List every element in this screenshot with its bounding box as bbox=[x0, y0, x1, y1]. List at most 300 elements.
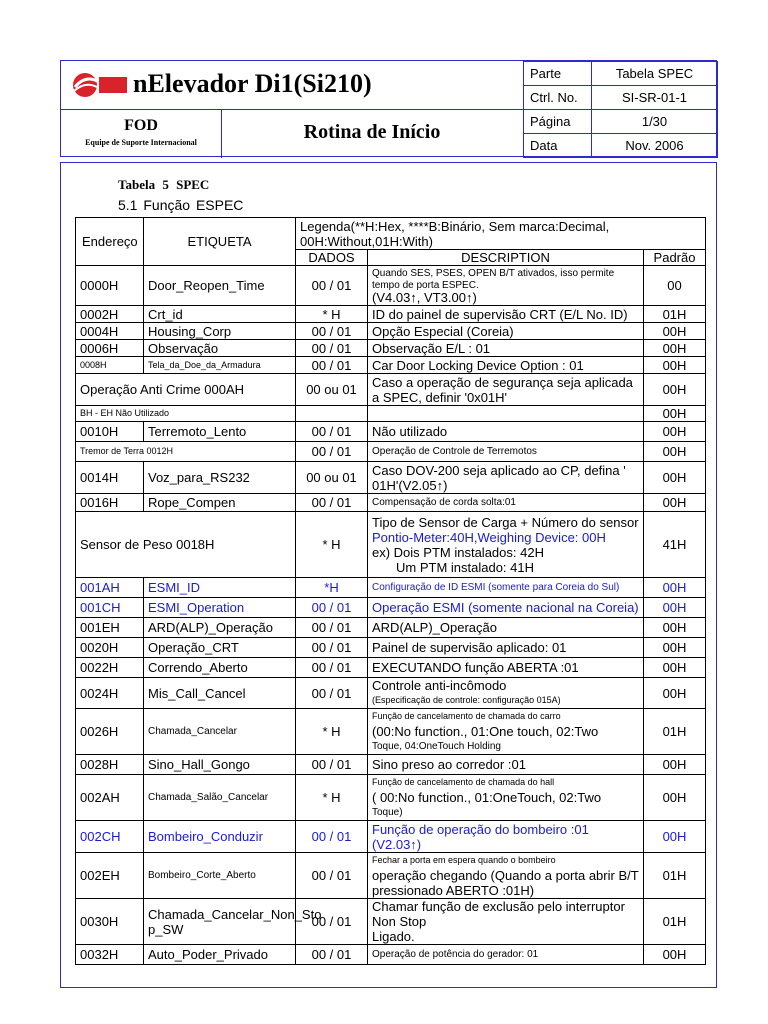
cell-label-line: Voz_para_RS232 bbox=[148, 470, 250, 485]
table-row bbox=[76, 306, 706, 323]
cell-address-line: 0002H bbox=[80, 306, 119, 322]
cell-address-line: 001CH bbox=[80, 600, 121, 615]
cell-description bbox=[368, 306, 644, 323]
cell-description-line: Toque) bbox=[372, 807, 403, 818]
cell-address-line: 001EH bbox=[80, 620, 120, 635]
cell-label bbox=[144, 899, 322, 945]
cell-address bbox=[76, 658, 144, 678]
cell-description-line: Operação ESMI (somente nacional na Coreia) bbox=[372, 600, 639, 615]
cell-data bbox=[296, 306, 368, 323]
cell-label bbox=[144, 340, 296, 357]
cell-default-line: 00H bbox=[662, 580, 687, 595]
cell-address-line: 002CH bbox=[80, 829, 121, 844]
cell-data-line: 00 / 01 bbox=[311, 829, 352, 844]
cell-default bbox=[644, 374, 706, 406]
cell-default-line: 00H bbox=[662, 444, 687, 459]
cell-default-line: 00H bbox=[662, 640, 687, 655]
cell-data bbox=[296, 638, 368, 658]
cell-address-line: 0022H bbox=[80, 660, 119, 675]
cell-default-line: 00H bbox=[662, 757, 687, 772]
table-row bbox=[76, 323, 706, 340]
department-name: FOD bbox=[124, 117, 158, 134]
cell-label-line: Chamada_Cancelar_Non_Sto bbox=[148, 906, 322, 922]
cell-default-line: 00H bbox=[662, 323, 687, 339]
cell-data-line: 00 / 01 bbox=[311, 357, 352, 373]
cell-label-line: Chamada_Cancelar bbox=[148, 726, 237, 737]
cell-label bbox=[144, 638, 296, 658]
cell-address-line: Tremor de Terra 0012H bbox=[80, 446, 174, 456]
cell-default-line: 00H bbox=[662, 357, 687, 373]
cell-data bbox=[296, 678, 368, 709]
cell-description-line: (V4.03↑, VT3.00↑) bbox=[372, 289, 477, 305]
cell-data bbox=[296, 658, 368, 678]
cell-label-line: Sino_Hall_Gongo bbox=[148, 757, 250, 772]
cell-description-line: Função de cancelamento de chamada do hall bbox=[372, 777, 555, 787]
cell-label bbox=[144, 578, 296, 598]
cell-address bbox=[76, 422, 144, 442]
cell-label-line: ESMI_ID bbox=[148, 580, 201, 595]
cell-description bbox=[368, 266, 644, 306]
cell-description bbox=[368, 821, 644, 853]
cell-address-line: 0004H bbox=[80, 323, 119, 339]
cell-description-line: Função de cancelamento de chamada do carro bbox=[372, 711, 561, 721]
cell-default-line: 00H bbox=[662, 620, 687, 635]
cell-description-line: Painel de supervisão aplicado: 01 bbox=[372, 640, 567, 655]
cell-description-line: EXECUTANDO função ABERTA :01 bbox=[372, 660, 579, 675]
cell-description-line: Função de operação do bombeiro :01 (V2.03↑) bbox=[372, 821, 589, 852]
cell-data-line: 00 / 01 bbox=[311, 278, 352, 293]
cell-label-line: ESMI_Operation bbox=[148, 600, 245, 615]
cell-address-line: 0010H bbox=[80, 424, 119, 439]
cell-description bbox=[368, 899, 644, 945]
cell-default bbox=[644, 462, 706, 494]
cell-description-line: ex) Dois PTM instalados: 42H bbox=[372, 544, 544, 560]
cell-data bbox=[296, 406, 368, 422]
cell-address bbox=[76, 494, 144, 512]
cell-default bbox=[644, 406, 706, 422]
meta-label: Página bbox=[524, 110, 592, 134]
cell-default bbox=[644, 442, 706, 462]
cell-label-line: Door_Reopen_Time bbox=[148, 278, 265, 293]
cell-address-line: 0008H bbox=[80, 359, 107, 370]
table-row bbox=[76, 618, 706, 638]
cell-address bbox=[76, 678, 144, 709]
cell-description bbox=[368, 618, 644, 638]
cell-data bbox=[296, 709, 368, 755]
cell-label bbox=[144, 658, 296, 678]
cell-data bbox=[296, 462, 368, 494]
cell-address bbox=[76, 821, 144, 853]
cell-data-line: 00 / 01 bbox=[311, 323, 352, 339]
cell-address-line: 0020H bbox=[80, 640, 119, 655]
cell-data bbox=[296, 442, 368, 462]
cell-description-line: Ligado. bbox=[372, 929, 415, 944]
cell-description-line: Chamar função de exclusão pelo interruptor Non Stop bbox=[372, 899, 625, 929]
cell-default bbox=[644, 899, 706, 945]
cell-address bbox=[76, 709, 144, 755]
cell-default-line: 00H bbox=[662, 660, 687, 675]
cell-data bbox=[296, 266, 368, 306]
cell-description bbox=[368, 658, 644, 678]
meta-label: Ctrl. No. bbox=[524, 86, 592, 110]
section-title: 5.1 Função ESPEC bbox=[118, 197, 244, 213]
cell-label bbox=[144, 709, 296, 755]
cell-description-line: Um PTM instalado: 41H bbox=[396, 559, 534, 575]
cell-data-line: 00 ou 01 bbox=[306, 470, 357, 485]
cell-address bbox=[76, 755, 144, 775]
cell-label-line: Bombeiro_Corte_Aberto bbox=[148, 870, 256, 881]
table-row bbox=[76, 709, 706, 755]
cell-description-line: Observação E/L : 01 bbox=[372, 340, 491, 356]
cell-default-line: 00H bbox=[662, 685, 687, 701]
cell-description-line: Controle anti-incômodo bbox=[372, 678, 507, 693]
cell-default-line: 41H bbox=[662, 537, 687, 552]
cell-default bbox=[644, 323, 706, 340]
col-header-label: ETIQUETA bbox=[144, 218, 296, 266]
cell-description-line: Caso a operação de segurança seja aplicada a SPEC, definir '0x01H' bbox=[372, 374, 633, 405]
cell-label bbox=[144, 598, 296, 618]
document-header bbox=[60, 60, 717, 157]
cell-address bbox=[76, 638, 144, 658]
cell-address-line: Sensor de Peso 0018H bbox=[80, 537, 215, 552]
table-row bbox=[76, 755, 706, 775]
cell-description-line: Toque, 04:OneTouch Holding bbox=[372, 741, 501, 752]
table-title: Tabela 5 SPEC bbox=[118, 177, 210, 192]
cell-description bbox=[368, 678, 644, 709]
cell-address-line: 0030H bbox=[80, 914, 119, 929]
cell-data-line: * H bbox=[322, 537, 341, 552]
table-row bbox=[76, 357, 706, 374]
cell-data-line: 00 / 01 bbox=[311, 685, 352, 701]
cell-description-line: (00:No function., 01:One touch, 02:Two bbox=[372, 724, 599, 739]
cell-label bbox=[144, 357, 296, 374]
cell-default bbox=[644, 306, 706, 323]
table-row bbox=[76, 266, 706, 306]
cell-description bbox=[368, 512, 644, 578]
cell-description-line: Operação de potência do gerador: 01 bbox=[372, 949, 539, 960]
cell-description-line: operação chegando (Quando a porta abrir B/T bbox=[372, 868, 639, 883]
cell-data-line: 00 / 01 bbox=[311, 947, 352, 962]
document-meta-table bbox=[523, 61, 718, 158]
cell-data bbox=[296, 821, 368, 853]
cell-default bbox=[644, 709, 706, 755]
cell-description-line: Car Door Locking Device Option : 01 bbox=[372, 357, 584, 373]
cell-data-line: 00 / 01 bbox=[311, 444, 352, 459]
cell-label bbox=[144, 775, 296, 821]
table-row bbox=[76, 442, 706, 462]
table-row bbox=[76, 512, 706, 578]
cell-address-line: 002EH bbox=[80, 868, 120, 883]
cell-description bbox=[368, 638, 644, 658]
cell-description-line: ( 00:No function., 01:OneTouch, 02:Two bbox=[372, 790, 602, 805]
table-row bbox=[76, 462, 706, 494]
cell-address-line: 0006H bbox=[80, 340, 119, 356]
cell-description-line: Pontio-Meter:40H,Weighing Device: 00H bbox=[372, 529, 606, 545]
cell-label-line: Auto_Poder_Privado bbox=[148, 947, 268, 962]
cell-address-line: 0028H bbox=[80, 757, 119, 772]
cell-data-line: * H bbox=[322, 790, 341, 805]
cell-description bbox=[368, 755, 644, 775]
cell-data bbox=[296, 899, 368, 945]
cell-default-line: 00H bbox=[662, 829, 687, 844]
table-row bbox=[76, 578, 706, 598]
cell-data-line: 00 ou 01 bbox=[306, 382, 357, 397]
cell-data bbox=[296, 945, 368, 965]
table-row bbox=[76, 374, 706, 406]
cell-description-line: Tipo de Sensor de Carga + Número do sensor bbox=[372, 514, 639, 530]
table-row bbox=[76, 821, 706, 853]
cell-default bbox=[644, 598, 706, 618]
cell-default bbox=[644, 422, 706, 442]
cell-data-line: 00 / 01 bbox=[311, 914, 352, 929]
meta-label: Parte bbox=[524, 62, 592, 86]
cell-address bbox=[76, 618, 144, 638]
cell-data-line: * H bbox=[322, 724, 341, 739]
cell-description bbox=[368, 775, 644, 821]
department-subtitle: Equipe de Suporte Internacional bbox=[85, 138, 197, 147]
cell-address-line: 0032H bbox=[80, 947, 119, 962]
cell-address bbox=[76, 462, 144, 494]
cell-label-line: Observação bbox=[148, 340, 219, 356]
cell-label-line: p_SW bbox=[148, 921, 184, 937]
cell-data bbox=[296, 494, 368, 512]
cell-default-line: 00H bbox=[662, 495, 687, 510]
cell-label bbox=[144, 422, 296, 442]
cell-default bbox=[644, 266, 706, 306]
cell-address bbox=[76, 374, 296, 406]
cell-label bbox=[144, 853, 296, 899]
cell-description-line: (Especificação de controle: configuração 015A) bbox=[372, 695, 561, 705]
cell-description bbox=[368, 357, 644, 374]
cell-address-line: 0026H bbox=[80, 724, 119, 739]
cell-data-line: 00 / 01 bbox=[311, 600, 352, 615]
table-row bbox=[76, 775, 706, 821]
cell-label-line: Tela_da_Doe_da_Armadura bbox=[148, 359, 261, 370]
cell-default-line: 00H bbox=[662, 947, 687, 962]
cell-address bbox=[76, 306, 144, 323]
table-row bbox=[76, 340, 706, 357]
table-row bbox=[76, 899, 706, 945]
cell-address bbox=[76, 266, 144, 306]
cell-default-line: 01H bbox=[662, 306, 687, 322]
cell-data-line: 00 / 01 bbox=[311, 868, 352, 883]
spec-table bbox=[75, 217, 706, 965]
cell-default bbox=[644, 678, 706, 709]
cell-label bbox=[144, 755, 296, 775]
cell-data bbox=[296, 340, 368, 357]
cell-label-line: Correndo_Aberto bbox=[148, 660, 248, 675]
cell-address bbox=[76, 899, 144, 945]
cell-address bbox=[76, 598, 144, 618]
cell-description-line: Caso DOV-200 seja aplicado ao CP, defina ' 01H'(V2.05↑) bbox=[372, 462, 626, 493]
cell-data-line: 00 / 01 bbox=[311, 424, 352, 439]
cell-description bbox=[368, 945, 644, 965]
cell-label bbox=[144, 306, 296, 323]
cell-default-line: 00H bbox=[662, 340, 687, 356]
cell-address-line: BH - EH Não Utilizado bbox=[80, 408, 170, 418]
meta-value: 1/30 bbox=[592, 110, 718, 134]
cell-default-line: 01H bbox=[662, 914, 687, 929]
cell-default bbox=[644, 775, 706, 821]
cell-label-line: Chamada_Salão_Cancelar bbox=[148, 792, 269, 803]
cell-data bbox=[296, 578, 368, 598]
cell-label-line: Terremoto_Lento bbox=[148, 424, 247, 439]
cell-default bbox=[644, 945, 706, 965]
cell-description bbox=[368, 340, 644, 357]
cell-description-line: Sino preso ao corredor :01 bbox=[372, 757, 526, 772]
cell-default-line: 01H bbox=[662, 724, 687, 739]
cell-default bbox=[644, 494, 706, 512]
col-header-legend: Legenda(**H:Hex, ****B:Binário, Sem marca:Decimal, 00H:Without,01H:With) bbox=[296, 218, 706, 250]
cell-default bbox=[644, 512, 706, 578]
cell-label bbox=[144, 945, 296, 965]
cell-data bbox=[296, 618, 368, 638]
cell-description bbox=[368, 709, 644, 755]
cell-label-line: Bombeiro_Conduzir bbox=[148, 829, 263, 844]
meta-value: SI-SR-01-1 bbox=[592, 86, 718, 110]
cell-label bbox=[144, 494, 296, 512]
cell-default bbox=[644, 618, 706, 638]
cell-label bbox=[144, 323, 296, 340]
cell-data bbox=[296, 755, 368, 775]
cell-data-line: 00 / 01 bbox=[311, 495, 352, 510]
cell-address-line: 0014H bbox=[80, 470, 119, 485]
cell-default-line: 00H bbox=[662, 470, 687, 485]
cell-label-line: Crt_id bbox=[148, 306, 183, 322]
cell-default bbox=[644, 578, 706, 598]
cell-address bbox=[76, 442, 296, 462]
table-row bbox=[76, 638, 706, 658]
cell-default-line: 00 bbox=[667, 278, 682, 293]
cell-description bbox=[368, 598, 644, 618]
routine-title: Rotina de Início bbox=[303, 121, 441, 143]
cell-default-line: 00H bbox=[662, 424, 687, 439]
cell-default bbox=[644, 357, 706, 374]
cell-description-line: Compensação de corda solta:01 bbox=[372, 497, 516, 508]
cell-label bbox=[144, 618, 296, 638]
cell-address bbox=[76, 323, 144, 340]
cell-address-line: 001AH bbox=[80, 580, 120, 595]
cell-label-line: Mis_Call_Cancel bbox=[148, 685, 246, 701]
cell-default bbox=[644, 340, 706, 357]
col-header-default: Padrão bbox=[644, 250, 706, 266]
cell-description bbox=[368, 578, 644, 598]
cell-address-line: Operação Anti Crime 000AH bbox=[80, 382, 245, 397]
cell-address bbox=[76, 853, 144, 899]
cell-description-line: Operação de Controle de Terremotos bbox=[372, 446, 537, 457]
cell-address bbox=[76, 945, 144, 965]
cell-address-line: 0000H bbox=[80, 278, 119, 293]
cell-data bbox=[296, 512, 368, 578]
table-row bbox=[76, 406, 706, 422]
cell-description-line: ID do painel de supervisão CRT (E/L No. ID) bbox=[372, 306, 628, 322]
cell-description-line: Não utilizado bbox=[372, 424, 448, 439]
cell-description-line: Fechar a porta em espera quando o bombeiro bbox=[372, 855, 556, 865]
cell-default bbox=[644, 638, 706, 658]
cell-data-line: 00 / 01 bbox=[311, 757, 352, 772]
table-row bbox=[76, 853, 706, 899]
cell-address-line: 0016H bbox=[80, 495, 119, 510]
cell-data bbox=[296, 853, 368, 899]
cell-default bbox=[644, 658, 706, 678]
cell-label-line: Housing_Corp bbox=[148, 323, 232, 339]
cell-label-line: Operação_CRT bbox=[148, 640, 239, 655]
cell-description-line: Opção Especial (Coreia) bbox=[372, 323, 514, 339]
cell-address bbox=[76, 357, 144, 374]
table-row bbox=[76, 945, 706, 965]
cell-data bbox=[296, 598, 368, 618]
cell-default-line: 00H bbox=[662, 382, 687, 397]
cell-address bbox=[76, 512, 296, 578]
cell-default bbox=[644, 821, 706, 853]
cell-data bbox=[296, 775, 368, 821]
cell-address bbox=[76, 406, 296, 422]
meta-value: Tabela SPEC bbox=[592, 62, 718, 86]
col-header-data: DADOS bbox=[296, 250, 368, 266]
meta-label: Data bbox=[524, 134, 592, 158]
col-header-address: Endereço bbox=[76, 218, 144, 266]
table-row bbox=[76, 658, 706, 678]
col-header-description: DESCRIPTION bbox=[368, 250, 644, 266]
cell-default-line: 00H bbox=[662, 406, 687, 421]
cell-description bbox=[368, 422, 644, 442]
cell-data-line: 00 / 01 bbox=[311, 620, 352, 635]
cell-description-line: ARD(ALP)_Operação bbox=[372, 620, 497, 635]
cell-description-line: Quando SES, PSES, OPEN B/T ativados, isso permite tempo de porta ESPEC. bbox=[372, 267, 615, 291]
cell-label-line: Rope_Compen bbox=[148, 495, 236, 510]
cell-address bbox=[76, 578, 144, 598]
cell-label-line: ARD(ALP)_Operação bbox=[148, 620, 273, 635]
cell-data-line: 00 / 01 bbox=[311, 340, 352, 356]
cell-data bbox=[296, 323, 368, 340]
cell-description bbox=[368, 853, 644, 899]
document-title: nElevador Di1(Si210) bbox=[133, 69, 372, 98]
cell-address bbox=[76, 775, 144, 821]
cell-data bbox=[296, 374, 368, 406]
cell-address-line: 0024H bbox=[80, 685, 119, 701]
sigma-logo-icon bbox=[69, 69, 129, 101]
cell-default bbox=[644, 755, 706, 775]
cell-description bbox=[368, 442, 644, 462]
cell-description bbox=[368, 406, 644, 422]
cell-label bbox=[144, 266, 296, 306]
cell-data-line: 00 / 01 bbox=[311, 640, 352, 655]
cell-data bbox=[296, 357, 368, 374]
cell-default-line: 01H bbox=[662, 868, 687, 883]
table-row bbox=[76, 494, 706, 512]
table-row bbox=[76, 678, 706, 709]
cell-description bbox=[368, 494, 644, 512]
cell-data-line: 00 / 01 bbox=[311, 660, 352, 675]
cell-description bbox=[368, 374, 644, 406]
cell-data-line: *H bbox=[324, 580, 339, 595]
cell-data bbox=[296, 422, 368, 442]
cell-description-line: pressionado ABERTO :01H) bbox=[372, 883, 535, 898]
cell-description bbox=[368, 462, 644, 494]
table-row bbox=[76, 598, 706, 618]
cell-default-line: 00H bbox=[662, 790, 687, 805]
cell-address bbox=[76, 340, 144, 357]
cell-default-line: 00H bbox=[662, 600, 687, 615]
cell-default bbox=[644, 853, 706, 899]
cell-label bbox=[144, 462, 296, 494]
table-row bbox=[76, 422, 706, 442]
cell-description bbox=[368, 323, 644, 340]
cell-label bbox=[144, 821, 296, 853]
cell-address-line: 002AH bbox=[80, 790, 120, 805]
cell-description-line: Configuração de ID ESMI (somente para Coreia do Sul) bbox=[372, 582, 620, 593]
meta-value: Nov. 2006 bbox=[592, 134, 718, 158]
